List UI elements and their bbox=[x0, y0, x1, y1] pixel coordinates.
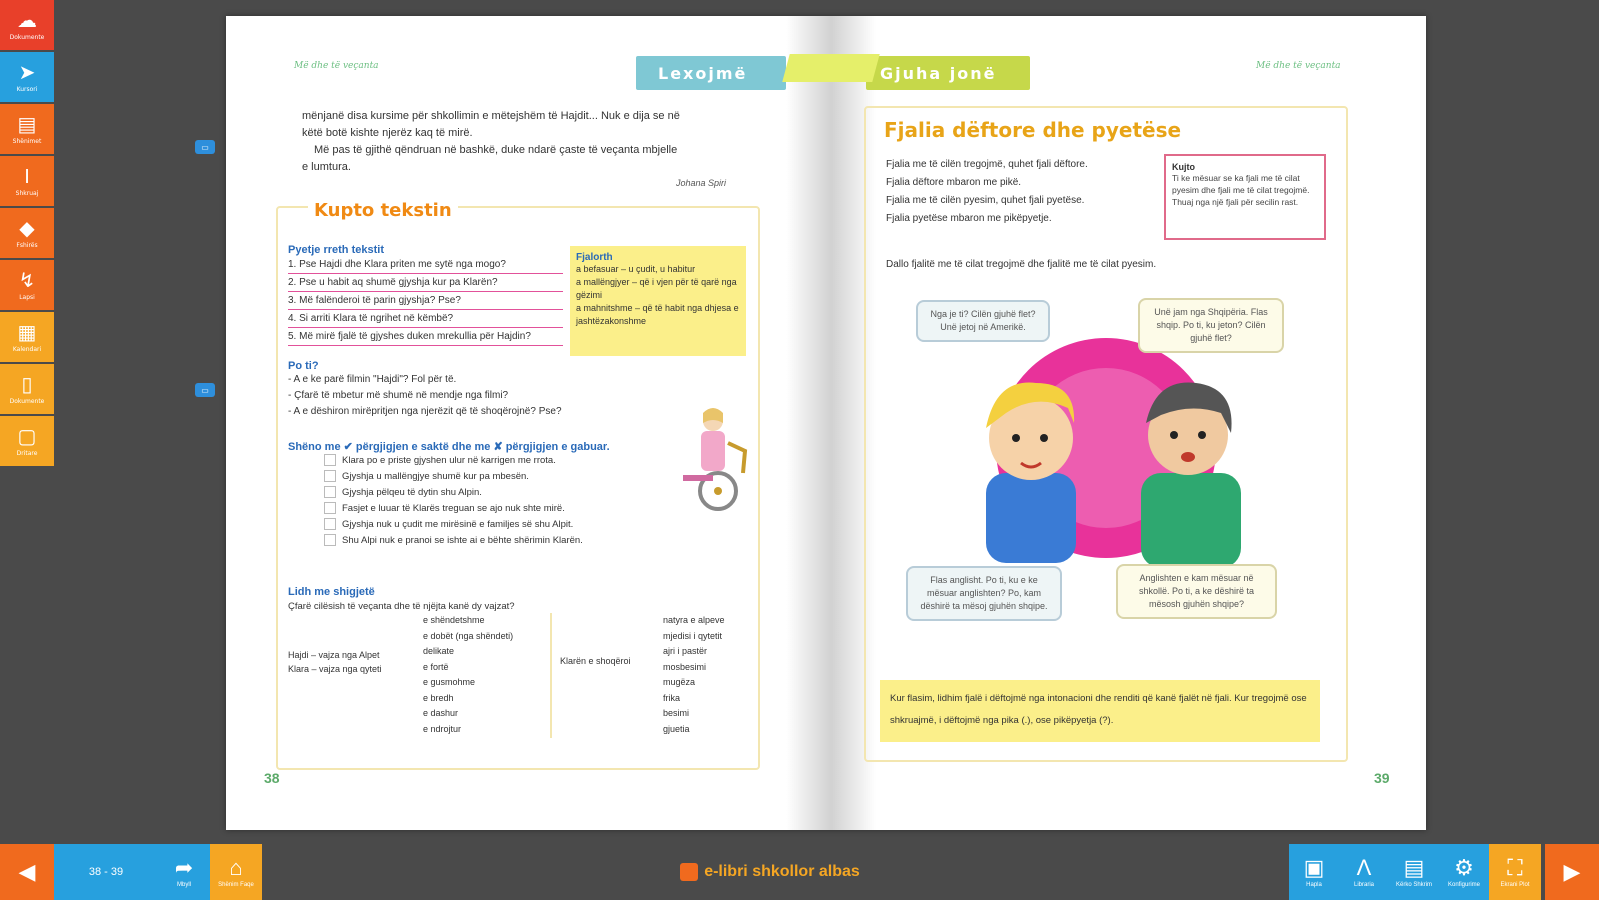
window-icon: ▢ bbox=[17, 425, 37, 448]
intro-text bbox=[302, 108, 742, 176]
definition-line: Fjalia me të cilën tregojmë, quhet fjali dëftore. bbox=[886, 159, 1088, 170]
answer-checkbox[interactable] bbox=[324, 518, 336, 530]
cloud-icon: ☁ bbox=[17, 9, 37, 32]
mark-item bbox=[324, 453, 678, 469]
prev-page-button[interactable] bbox=[0, 844, 54, 900]
page-range: 38 - 39 bbox=[88, 866, 124, 878]
rule-text: Ti ke mësuar se ka fjali me të cilat pyesim dhe fjali me të cilat tregojmë. Thuaj nga një fjali për secilin rast. bbox=[1172, 173, 1310, 207]
mark-text: Gjyshja nuk u çudit me mirësinë e familjes së shu Alpit. bbox=[342, 519, 574, 530]
cursor-icon: ➤ bbox=[18, 61, 36, 84]
pen-icon: ↯ bbox=[18, 269, 36, 292]
bottom-tool-3[interactable] bbox=[1389, 844, 1439, 900]
girl-wheelchair-svg bbox=[673, 403, 753, 513]
glossary-heading: Fjalorth bbox=[576, 252, 613, 263]
task-instruction: Dallo fjalitë me të cilat tregojmë dhe fjalitë me të cilat pyesim. bbox=[886, 259, 1157, 270]
toolbar-label: Dokumente bbox=[9, 397, 45, 405]
intro-line: mënjanë disa kursime për shkollimin e mëtejshëm të Hajdit... Nuk e dija se në bbox=[302, 110, 680, 122]
definition-block bbox=[886, 156, 1156, 228]
bottom-bar bbox=[0, 844, 1599, 900]
mark-item bbox=[324, 533, 678, 549]
share-label: Mbyll bbox=[176, 882, 191, 888]
toolbar-label: Lapsi bbox=[19, 293, 35, 301]
fullscreen-icon: ⛶ bbox=[1507, 855, 1523, 880]
children-svg bbox=[956, 323, 1256, 573]
link-mid-item: delikate bbox=[423, 646, 455, 656]
toolbar-label: Shkruaj bbox=[15, 189, 39, 197]
app-logo bbox=[660, 844, 880, 900]
children-illustration bbox=[956, 323, 1256, 573]
definition-line: Fjalia me të cilën pyesim, quhet fjali pyetëse. bbox=[886, 195, 1085, 206]
link-heading: Lidh me shigjetë bbox=[288, 586, 375, 598]
answer-checkbox[interactable] bbox=[324, 502, 336, 514]
link-divider bbox=[550, 613, 552, 738]
left-toolbar bbox=[0, 0, 54, 470]
bottom-tool-4[interactable] bbox=[1439, 844, 1489, 900]
author-credit: Johana Spiri bbox=[676, 178, 727, 188]
summary-box: Kur flasim, lidhim fjalë i dëftojmë nga intonacioni dhe renditi që kanë fjalët në fjali. Kur tregojmë ose shkruajmë, i dëftojmë nga pika (.), ose pikëpyetja (?). bbox=[880, 680, 1320, 742]
question-item: 3. Më falënderoi të parin gjyshja? Pse? bbox=[288, 292, 563, 310]
video-marker[interactable] bbox=[195, 383, 215, 397]
question-item: 2. Pse u habit aq shumë gjyshja kur pa Klarën? bbox=[288, 274, 563, 292]
question-item: 4. Si arriti Klara të ngrihet në këmbë? bbox=[288, 310, 563, 328]
section-title: Kupto tekstin bbox=[308, 200, 458, 221]
section-title: Fjalia dëftore dhe pyetëse bbox=[884, 118, 1182, 142]
speech-bubble: Nga je ti? Cilën gjuhë flet? Unë jetoj në Amerikë. bbox=[916, 300, 1050, 342]
link-mid-item: e gusmohme bbox=[423, 677, 476, 687]
tab-banner bbox=[782, 54, 880, 82]
page-number: 38 bbox=[264, 770, 280, 786]
intro-line: këtë botë kishte njerëz kaq të mirë. bbox=[302, 127, 473, 139]
questions-block bbox=[288, 244, 563, 346]
intro-line: e lumtura. bbox=[302, 161, 351, 173]
definition-line: Fjalia pyetëse mbaron me pikëpyetje. bbox=[886, 213, 1052, 224]
glossary-item: a befasuar – u çudit, u habitur bbox=[576, 264, 696, 274]
chevron-right-icon: ▶ bbox=[1563, 859, 1581, 884]
mark-block bbox=[288, 440, 678, 549]
share-arrow-icon: ➦ bbox=[174, 855, 194, 880]
definition-line: Fjalia dëftore mbaron me pikë. bbox=[886, 177, 1022, 188]
mark-list bbox=[324, 453, 678, 549]
fullscreen-button[interactable] bbox=[1489, 844, 1541, 900]
question-item: 5. Më mirë fjalë të gjyshes duken mrekullia për Hajdin? bbox=[288, 328, 563, 346]
mark-text: Gjyshja u mallëngjye shumë kur pa mbesën. bbox=[342, 471, 529, 482]
bookmark-button[interactable] bbox=[210, 844, 262, 900]
page-number: 39 bbox=[1374, 770, 1390, 786]
toolbar-calendar[interactable] bbox=[0, 312, 54, 362]
share-button[interactable] bbox=[158, 844, 210, 900]
page-range-indicator[interactable] bbox=[54, 844, 158, 900]
question-list bbox=[288, 256, 563, 346]
grammar-panel bbox=[864, 106, 1348, 762]
toolbar-book[interactable] bbox=[0, 104, 54, 154]
questions-heading: Pyetje rreth tekstit bbox=[288, 244, 384, 256]
link-right-item: mjedisi i qytetit bbox=[663, 630, 723, 641]
link-left-item: Hajdi – vajza nga Alpet bbox=[288, 650, 380, 660]
toolbar-text[interactable] bbox=[0, 156, 54, 206]
toolbar-cloud[interactable] bbox=[0, 0, 54, 50]
why-heading: Po ti? bbox=[288, 360, 319, 372]
answer-checkbox[interactable] bbox=[324, 534, 336, 546]
video-icon: ▭ bbox=[201, 385, 209, 395]
link-left-col bbox=[288, 648, 382, 676]
toolbar-cursor[interactable] bbox=[0, 52, 54, 102]
chevron-left-icon: ◀ bbox=[18, 859, 36, 884]
search-doc-icon: ▤ bbox=[1403, 855, 1425, 880]
answer-checkbox[interactable] bbox=[324, 454, 336, 466]
link-mid-item: e dashur bbox=[423, 708, 459, 718]
mark-item bbox=[324, 501, 678, 517]
glossary-item: a mallëngjyer – që i vjen për të qarë nga gëzimi bbox=[576, 277, 737, 300]
link-right-label: Klarën e shoqëroi bbox=[560, 656, 631, 666]
toolbar-label: Dritare bbox=[16, 449, 38, 457]
comprehension-panel bbox=[276, 200, 760, 770]
link-right-item: mosbesimi bbox=[663, 661, 707, 672]
answer-checkbox[interactable] bbox=[324, 470, 336, 482]
link-mid-col bbox=[423, 613, 513, 737]
lesson-tab-title: Lexojmë bbox=[636, 56, 786, 90]
mark-text: Gjyshja pëlqeu të dytin shu Alpin. bbox=[342, 487, 482, 498]
right-page bbox=[826, 16, 1426, 830]
link-mid-item: e fortë bbox=[423, 661, 449, 672]
audio-icon: ▭ bbox=[201, 142, 209, 152]
bottom-tool-1[interactable] bbox=[1289, 844, 1339, 900]
why-item: - A e ke parë filmin "Hajdi"? Fol për të. bbox=[288, 374, 457, 385]
link-right-item: besimi bbox=[663, 708, 690, 718]
mark-text: Shu Alpi nuk e pranoi se ishte ai e bëhte shërimin Klarën. bbox=[342, 535, 583, 546]
audio-marker[interactable] bbox=[195, 140, 215, 154]
mark-item bbox=[324, 485, 678, 501]
text-cursor-icon: I bbox=[24, 165, 30, 188]
tool-label: Hapla bbox=[1306, 882, 1322, 888]
link-mid-item: e bredh bbox=[423, 692, 454, 703]
settings-icon: ⚙ bbox=[1454, 855, 1474, 880]
speech-bubble: Flas anglisht. Po ti, ku e ke mësuar anglishten? Po, kam dëshirë ta mësoj gjuhën shqipe. bbox=[906, 566, 1062, 621]
running-head: Më dhe të veçanta bbox=[1256, 61, 1341, 71]
glossary-box bbox=[570, 246, 746, 356]
tool-label: Libraria bbox=[1353, 882, 1374, 888]
wheelchair-girl-illustration bbox=[673, 403, 753, 513]
bottom-tool-2[interactable] bbox=[1339, 844, 1389, 900]
toolbar-label: Dokumente bbox=[9, 33, 45, 41]
answer-checkbox[interactable] bbox=[324, 486, 336, 498]
page-view-icon: ▣ bbox=[1303, 855, 1325, 880]
document-icon: ▯ bbox=[21, 373, 33, 396]
link-right-item: ajri i pastër bbox=[663, 646, 708, 656]
calendar-icon: ▦ bbox=[17, 321, 37, 344]
intro-line: Më pas të gjithë qëndruan në bashkë, duke ndarë çaste të veçanta mbjelle bbox=[314, 144, 678, 156]
link-mid-item: e dobët (nga shëndeti) bbox=[423, 630, 514, 641]
library-icon: Λ bbox=[1356, 855, 1372, 880]
toolbar-eraser[interactable] bbox=[0, 208, 54, 258]
why-item: - Çfarë të mbetur më shumë në mendje nga filmi? bbox=[288, 390, 509, 401]
why-block bbox=[288, 360, 588, 420]
link-mid-item: e ndrojtur bbox=[423, 723, 462, 734]
glossary-item: a mahnitshme – që të habit nga dhjesa e jashtëzakonshme bbox=[576, 303, 739, 326]
link-right-col bbox=[663, 613, 725, 737]
mark-text: Klara po e priste gjyshen ulur në karrigen me rrota. bbox=[342, 455, 556, 466]
link-block bbox=[288, 586, 748, 615]
toolbar-pen[interactable] bbox=[0, 260, 54, 310]
toolbar-label: Fshirës bbox=[16, 241, 38, 249]
why-item: - A e dëshiron mirëpritjen nga njerëzit që të shoqërojnë? Pse? bbox=[288, 406, 562, 417]
mark-heading: Shëno me ✔ përgjigjen e saktë dhe me ✘ përgjigjen e gabuar. bbox=[288, 441, 610, 453]
toolbar-label: Shënimet bbox=[12, 137, 42, 145]
toolbar-label: Kalendari bbox=[12, 345, 42, 353]
tool-label: Konfigurime bbox=[1447, 882, 1480, 888]
rule-box bbox=[1164, 154, 1326, 240]
speech-bubble: Anglishten e kam mësuar në shkollë. Po ti, a ke dëshirë ta mësosh gjuhën shqipe? bbox=[1116, 564, 1277, 619]
rule-heading: Kujto bbox=[1172, 162, 1195, 172]
question-item: 1. Pse Hajdi dhe Klara priten me sytë nga mogo? bbox=[288, 256, 563, 274]
lesson-tab-title: Gjuha jonë bbox=[866, 56, 1030, 90]
mark-item bbox=[324, 469, 678, 485]
logo-icon bbox=[680, 863, 698, 881]
speech-bubble: Unë jam nga Shqipëria. Flas shqip. Po ti, ku jeton? Cilën gjuhë flet? bbox=[1138, 298, 1284, 353]
logo-text: e-libri shkollor albas bbox=[704, 863, 860, 880]
tool-label: Kërko Shkrim bbox=[1395, 882, 1432, 888]
bookmark-label: Shënim Faqe bbox=[218, 882, 254, 888]
book-spread bbox=[226, 16, 1426, 830]
link-right-item: natyra e alpeve bbox=[663, 615, 725, 625]
link-left-item: Klara – vajza nga qyteti bbox=[288, 664, 382, 674]
toolbar-document[interactable] bbox=[0, 364, 54, 414]
link-right-item: frika bbox=[663, 692, 681, 703]
book-icon: ▤ bbox=[17, 113, 37, 136]
link-mid-item: e shëndetshme bbox=[423, 615, 485, 625]
mark-text: Fasjet e luuar të Klarës treguan se ajo nuk shte mirë. bbox=[342, 503, 565, 514]
next-page-button[interactable] bbox=[1545, 844, 1599, 900]
toolbar-label: Kursori bbox=[16, 85, 38, 93]
link-right-item: mugëza bbox=[663, 677, 696, 687]
tag-icon: ⌂ bbox=[229, 855, 243, 880]
tool-label: Ekrani Plot bbox=[1500, 882, 1530, 888]
toolbar-window[interactable] bbox=[0, 416, 54, 466]
running-head: Më dhe të veçanta bbox=[294, 61, 379, 71]
eraser-icon: ◆ bbox=[19, 217, 35, 240]
left-page bbox=[226, 16, 826, 830]
link-prompt: Çfarë cilësish të veçanta dhe të njëjta kanë dy vajzat? bbox=[288, 601, 515, 612]
link-right-item: gjuetia bbox=[663, 723, 690, 734]
mark-item bbox=[324, 517, 678, 533]
